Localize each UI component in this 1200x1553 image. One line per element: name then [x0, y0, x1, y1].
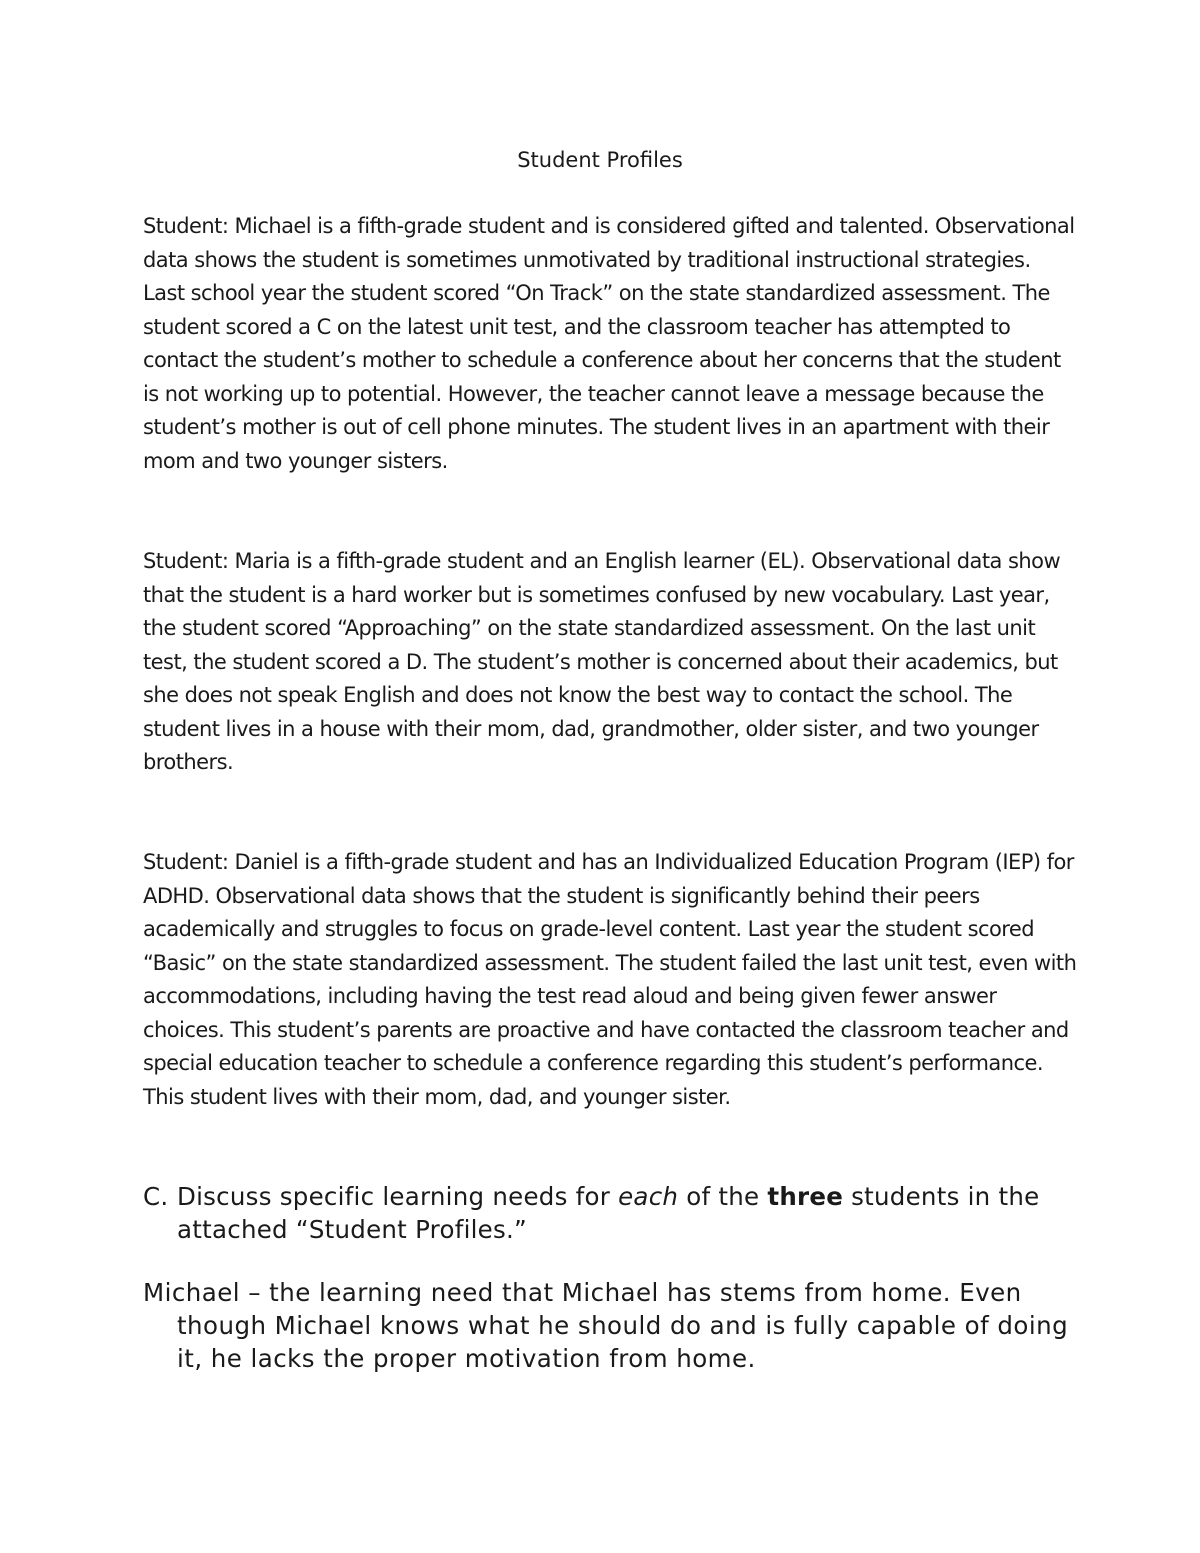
question-emphasis-each: each	[618, 1182, 679, 1211]
question-text-middle: of the	[678, 1182, 768, 1211]
profile-maria: Student: Maria is a fifth-grade student and an English learner (EL). Observational data show that the student is a hard worker but is sometimes confused by new vocabulary. Last year, the student scored “Approaching” on the state standardized assessment. On the last unit test, the student scored a D. The student’s mother is concerned about their academics, but she does not speak English and does not know the best way to contact the school. The student lives in a house with their mom, dad, grandmother, older sister, and two younger brothers.	[143, 549, 1061, 774]
question-text-after: students in the attached “Student Profiles.”	[177, 1182, 1040, 1244]
profile-michael: Student: Michael is a fifth-grade student and is considered gifted and talented. Observational data shows the student is sometimes unmotivated by traditional instructional strategies. Last school year the student scored “On Track” on the state standardized assessment. The student scored a C on the latest unit test, and the classroom teacher has attempted to contact the student’s mother to schedule a conference about her concerns that the student is not working up to potential. However, the teacher cannot leave a message because the student’s mother is out of cell phone minutes. The student lives in an apartment with their mom and two younger sisters.	[143, 214, 1075, 473]
document-title: Student Profiles	[517, 148, 683, 172]
question-c	[143, 1180, 1078, 1246]
answer-michael: Michael – the learning need that Michael has stems from home. Even though Michael knows what he should do and is fully capable of doing it, he lacks the proper motivation from home.	[143, 1278, 1069, 1373]
profile-daniel: Student: Daniel is a fifth-grade student and has an Individualized Education Program (IEP) for ADHD. Observational data shows that the student is significantly behind their peers academically and struggles to focus on grade-level content. Last year the student scored “Basic” on the state standardized assessment. The student failed the last unit test, even with accommodations, including having the test read aloud and being given fewer answer choices. This student’s parents are proactive and have contacted the classroom teacher and special education teacher to schedule a conference regarding this student’s performance. This student lives with their mom, dad, and younger sister.	[143, 850, 1077, 1109]
question-bold-three: three	[767, 1182, 844, 1211]
question-label: C.	[143, 1182, 169, 1211]
question-text-before: Discuss specific learning needs for	[177, 1182, 619, 1211]
